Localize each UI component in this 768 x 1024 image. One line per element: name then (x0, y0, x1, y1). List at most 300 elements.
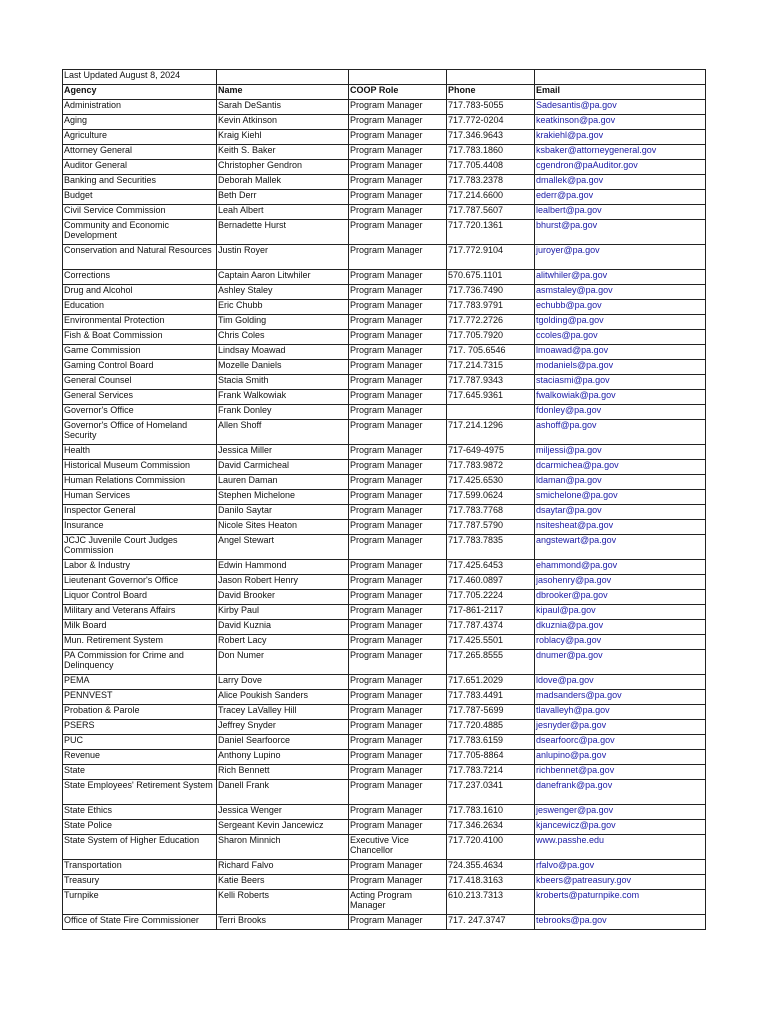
role-cell: Program Manager (349, 505, 447, 520)
email-cell[interactable]: bhurst@pa.gov (535, 220, 706, 245)
role-cell: Program Manager (349, 590, 447, 605)
phone-cell: 717.720.4885 (447, 720, 535, 735)
table-row (63, 750, 706, 765)
role-cell: Program Manager (349, 765, 447, 780)
phone-cell: 717-649-4975 (447, 445, 535, 460)
agency-cell: Drug and Alcohol (63, 285, 217, 300)
name-cell: Katie Beers (217, 875, 349, 890)
phone-cell: 717.783.2378 (447, 175, 535, 190)
phone-cell: 717.787.5790 (447, 520, 535, 535)
agency-cell: Banking and Securities (63, 175, 217, 190)
agency-cell: Mun. Retirement System (63, 635, 217, 650)
table-row (63, 575, 706, 590)
phone-cell: 717.645.9361 (447, 390, 535, 405)
table-row (63, 245, 706, 270)
phone-cell (447, 405, 535, 420)
role-cell: Program Manager (349, 330, 447, 345)
email-cell[interactable]: Sadesantis@pa.gov (535, 100, 706, 115)
name-cell: Rich Bennett (217, 765, 349, 780)
name-cell: Jessica Miller (217, 445, 349, 460)
name-cell: Tracey LaValley Hill (217, 705, 349, 720)
agency-cell: State Employees' Retirement System (63, 780, 217, 805)
name-cell: Alice Poukish Sanders (217, 690, 349, 705)
email-cell[interactable]: madsanders@pa.gov (535, 690, 706, 705)
name-cell: Beth Derr (217, 190, 349, 205)
email-cell[interactable]: krakiehl@pa.gov (535, 130, 706, 145)
phone-cell: 717.346.9643 (447, 130, 535, 145)
name-cell: Frank Walkowiak (217, 390, 349, 405)
header-phone: Phone (447, 85, 535, 100)
role-cell: Program Manager (349, 315, 447, 330)
email-cell[interactable]: www.passhe.edu (535, 835, 706, 860)
email-cell[interactable]: juroyer@pa.gov (535, 245, 706, 270)
agency-cell: PSERS (63, 720, 217, 735)
agency-cell: Administration (63, 100, 217, 115)
phone-cell: 717.783.1610 (447, 805, 535, 820)
role-cell: Program Manager (349, 460, 447, 475)
table-row (63, 765, 706, 780)
agency-cell: State System of Higher Education (63, 835, 217, 860)
email-cell[interactable]: keatkinson@pa.gov (535, 115, 706, 130)
table-row (63, 915, 706, 930)
agency-cell: Milk Board (63, 620, 217, 635)
email-cell[interactable]: jeswenger@pa.gov (535, 805, 706, 820)
name-cell: Kelli Roberts (217, 890, 349, 915)
email-cell[interactable]: ederr@pa.gov (535, 190, 706, 205)
name-cell: Daniel Searfoorce (217, 735, 349, 750)
email-cell[interactable]: rfalvo@pa.gov (535, 860, 706, 875)
table-row (63, 345, 706, 360)
agency-cell: Governor's Office of Homeland Security (63, 420, 217, 445)
agency-cell: PEMA (63, 675, 217, 690)
agency-cell: Human Services (63, 490, 217, 505)
phone-cell: 717.425.6453 (447, 560, 535, 575)
email-cell[interactable]: dbrooker@pa.gov (535, 590, 706, 605)
phone-cell: 717.783.9872 (447, 460, 535, 475)
table-row (63, 490, 706, 505)
role-cell: Program Manager (349, 145, 447, 160)
table-row (63, 535, 706, 560)
phone-cell: 717.783.9791 (447, 300, 535, 315)
email-cell[interactable]: asmstaley@pa.gov (535, 285, 706, 300)
role-cell: Program Manager (349, 270, 447, 285)
phone-cell: 717.787-5699 (447, 705, 535, 720)
name-cell: Bernadette Hurst (217, 220, 349, 245)
agency-cell: Insurance (63, 520, 217, 535)
name-cell: Edwin Hammond (217, 560, 349, 575)
agency-cell: Labor & Industry (63, 560, 217, 575)
role-cell: Program Manager (349, 675, 447, 690)
email-cell[interactable]: jesnyder@pa.gov (535, 720, 706, 735)
table-row (63, 190, 706, 205)
phone-cell: 717.346.2634 (447, 820, 535, 835)
phone-cell: 570.675.1101 (447, 270, 535, 285)
table-row (63, 875, 706, 890)
name-cell: Don Numer (217, 650, 349, 675)
name-cell: Sarah DeSantis (217, 100, 349, 115)
email-cell[interactable]: cgendron@paAuditor.gov (535, 160, 706, 175)
table-row (63, 860, 706, 875)
phone-cell: 717.705.4408 (447, 160, 535, 175)
email-cell[interactable]: nsitesheat@pa.gov (535, 520, 706, 535)
phone-cell: 717.214.7315 (447, 360, 535, 375)
email-cell[interactable]: richbennet@pa.gov (535, 765, 706, 780)
email-cell[interactable]: miljessi@pa.gov (535, 445, 706, 460)
agency-cell: Education (63, 300, 217, 315)
email-cell[interactable]: dkuznia@pa.gov (535, 620, 706, 635)
table-row (63, 560, 706, 575)
role-cell: Program Manager (349, 130, 447, 145)
name-cell: David Kuznia (217, 620, 349, 635)
email-cell[interactable]: kjancewicz@pa.gov (535, 820, 706, 835)
agency-cell: Corrections (63, 270, 217, 285)
email-cell[interactable]: anlupino@pa.gov (535, 750, 706, 765)
role-cell: Program Manager (349, 605, 447, 620)
name-cell: David Carmicheal (217, 460, 349, 475)
table-row (63, 520, 706, 535)
email-cell[interactable]: kipaul@pa.gov (535, 605, 706, 620)
email-cell[interactable]: ksbaker@attorneygeneral.gov (535, 145, 706, 160)
table-row (63, 145, 706, 160)
name-cell: Stephen Michelone (217, 490, 349, 505)
table-row (63, 835, 706, 860)
email-cell[interactable]: fwalkowiak@pa.gov (535, 390, 706, 405)
name-cell: Mozelle Daniels (217, 360, 349, 375)
table-row (63, 805, 706, 820)
table-row (63, 390, 706, 405)
agency-cell: Environmental Protection (63, 315, 217, 330)
agency-cell: PUC (63, 735, 217, 750)
name-cell: Justin Royer (217, 245, 349, 270)
agency-cell: Historical Museum Commission (63, 460, 217, 475)
email-cell[interactable]: kroberts@paturnpike.com (535, 890, 706, 915)
phone-cell: 717.705-8864 (447, 750, 535, 765)
phone-cell: 717.787.5607 (447, 205, 535, 220)
table-row (63, 735, 706, 750)
role-cell: Program Manager (349, 575, 447, 590)
name-cell: Sharon Minnich (217, 835, 349, 860)
name-cell: Eric Chubb (217, 300, 349, 315)
contacts-table (62, 69, 706, 930)
agency-cell: General Services (63, 390, 217, 405)
agency-cell: Conservation and Natural Resources (63, 245, 217, 270)
table-row (63, 285, 706, 300)
table-row (63, 720, 706, 735)
agency-cell: Probation & Parole (63, 705, 217, 720)
table-row (63, 420, 706, 445)
role-cell: Program Manager (349, 115, 447, 130)
phone-cell: 724.355.4634 (447, 860, 535, 875)
agency-cell: Gaming Control Board (63, 360, 217, 375)
table-row (63, 705, 706, 720)
role-cell: Program Manager (349, 875, 447, 890)
table-row (63, 205, 706, 220)
email-cell[interactable]: lealbert@pa.gov (535, 205, 706, 220)
role-cell: Program Manager (349, 245, 447, 270)
name-cell: Kevin Atkinson (217, 115, 349, 130)
phone-cell: 717.736.7490 (447, 285, 535, 300)
table-row (63, 220, 706, 245)
role-cell: Program Manager (349, 735, 447, 750)
phone-cell: 717.720.1361 (447, 220, 535, 245)
email-cell[interactable]: danefrank@pa.gov (535, 780, 706, 805)
role-cell: Program Manager (349, 490, 447, 505)
email-cell[interactable]: dsearfoorc@pa.gov (535, 735, 706, 750)
name-cell: Chris Coles (217, 330, 349, 345)
role-cell: Program Manager (349, 205, 447, 220)
agency-cell: Lieutenant Governor's Office (63, 575, 217, 590)
header-row (63, 85, 706, 100)
phone-cell: 717.787.4374 (447, 620, 535, 635)
email-cell[interactable]: fdonley@pa.gov (535, 405, 706, 420)
table-row (63, 690, 706, 705)
role-cell: Program Manager (349, 300, 447, 315)
email-cell[interactable]: ldaman@pa.gov (535, 475, 706, 490)
role-cell: Program Manager (349, 220, 447, 245)
agency-cell: Revenue (63, 750, 217, 765)
agency-cell: Aging (63, 115, 217, 130)
email-cell[interactable]: alitwhiler@pa.gov (535, 270, 706, 285)
name-cell: Jeffrey Snyder (217, 720, 349, 735)
phone-cell: 717.783.6159 (447, 735, 535, 750)
email-cell[interactable]: tebrooks@pa.gov (535, 915, 706, 930)
role-cell: Acting Program Manager (349, 890, 447, 915)
table-row (63, 820, 706, 835)
table-row (63, 405, 706, 420)
phone-cell: 717. 247.3747 (447, 915, 535, 930)
agency-cell: Health (63, 445, 217, 460)
agency-cell: State Police (63, 820, 217, 835)
email-cell[interactable]: dmallek@pa.gov (535, 175, 706, 190)
name-cell: Kraig Kiehl (217, 130, 349, 145)
phone-cell: 717.651.2029 (447, 675, 535, 690)
role-cell: Executive Vice Chancellor (349, 835, 447, 860)
email-cell[interactable]: kbeers@patreasury.gov (535, 875, 706, 890)
last-updated-text: Last Updated August 8, 2024 (63, 70, 217, 85)
name-cell: Anthony Lupino (217, 750, 349, 765)
phone-cell: 717.783.1860 (447, 145, 535, 160)
role-cell: Program Manager (349, 915, 447, 930)
header-agency: Agency (63, 85, 217, 100)
table-row (63, 130, 706, 145)
email-cell[interactable]: echubb@pa.gov (535, 300, 706, 315)
role-cell: Program Manager (349, 635, 447, 650)
name-cell: Captain Aaron Litwhiler (217, 270, 349, 285)
name-cell: Jason Robert Henry (217, 575, 349, 590)
phone-cell: 717.705.2224 (447, 590, 535, 605)
role-cell: Program Manager (349, 820, 447, 835)
table-row (63, 330, 706, 345)
agency-cell: PA Commission for Crime and Delinquency (63, 650, 217, 675)
table-row (63, 315, 706, 330)
agency-cell: Human Relations Commission (63, 475, 217, 490)
phone-cell: 717.783.7214 (447, 765, 535, 780)
agency-cell: State Ethics (63, 805, 217, 820)
name-cell: Larry Dove (217, 675, 349, 690)
phone-cell: 717.783.7835 (447, 535, 535, 560)
role-cell: Program Manager (349, 345, 447, 360)
phone-cell: 717.772-0204 (447, 115, 535, 130)
email-cell[interactable]: ashoff@pa.gov (535, 420, 706, 445)
agency-cell: Transportation (63, 860, 217, 875)
last-updated-row (63, 70, 706, 85)
phone-cell: 717. 705.6546 (447, 345, 535, 360)
table-row (63, 590, 706, 605)
role-cell: Program Manager (349, 375, 447, 390)
name-cell: Stacia Smith (217, 375, 349, 390)
name-cell: Frank Donley (217, 405, 349, 420)
role-cell: Program Manager (349, 360, 447, 375)
role-cell: Program Manager (349, 805, 447, 820)
email-cell[interactable]: lmoawad@pa.gov (535, 345, 706, 360)
agency-cell: Auditor General (63, 160, 217, 175)
role-cell: Program Manager (349, 535, 447, 560)
header-name: Name (217, 85, 349, 100)
agency-cell: State (63, 765, 217, 780)
phone-cell: 717.772.2726 (447, 315, 535, 330)
role-cell: Program Manager (349, 285, 447, 300)
role-cell: Program Manager (349, 705, 447, 720)
agency-cell: Budget (63, 190, 217, 205)
name-cell: Robert Lacy (217, 635, 349, 650)
agency-cell: Turnpike (63, 890, 217, 915)
table-row (63, 160, 706, 175)
phone-cell: 717.720.4100 (447, 835, 535, 860)
phone-cell: 717.705.7920 (447, 330, 535, 345)
role-cell: Program Manager (349, 720, 447, 735)
phone-cell: 717.214.1296 (447, 420, 535, 445)
email-cell[interactable]: jasohenry@pa.gov (535, 575, 706, 590)
email-cell[interactable]: tgolding@pa.gov (535, 315, 706, 330)
agency-cell: Liquor Control Board (63, 590, 217, 605)
role-cell: Program Manager (349, 445, 447, 460)
role-cell: Program Manager (349, 420, 447, 445)
email-cell[interactable]: modaniels@pa.gov (535, 360, 706, 375)
name-cell: Leah Albert (217, 205, 349, 220)
email-cell[interactable]: dnumer@pa.gov (535, 650, 706, 675)
phone-cell: 610.213.7313 (447, 890, 535, 915)
agency-cell: PENNVEST (63, 690, 217, 705)
name-cell: Lauren Daman (217, 475, 349, 490)
agency-cell: Military and Veterans Affairs (63, 605, 217, 620)
email-cell[interactable]: dsaytar@pa.gov (535, 505, 706, 520)
table-row (63, 175, 706, 190)
role-cell: Program Manager (349, 780, 447, 805)
table-row (63, 270, 706, 285)
name-cell: Danell Frank (217, 780, 349, 805)
role-cell: Program Manager (349, 475, 447, 490)
role-cell: Program Manager (349, 690, 447, 705)
name-cell: Keith S. Baker (217, 145, 349, 160)
role-cell: Program Manager (349, 390, 447, 405)
email-cell[interactable]: roblacy@pa.gov (535, 635, 706, 650)
phone-cell: 717.418.3163 (447, 875, 535, 890)
role-cell: Program Manager (349, 100, 447, 115)
phone-cell: 717.787.9343 (447, 375, 535, 390)
role-cell: Program Manager (349, 190, 447, 205)
table-row (63, 300, 706, 315)
agency-cell: Inspector General (63, 505, 217, 520)
agency-cell: Community and Economic Development (63, 220, 217, 245)
email-cell[interactable]: tlavalleyh@pa.gov (535, 705, 706, 720)
table-row (63, 650, 706, 675)
phone-cell: 717-861-2117 (447, 605, 535, 620)
name-cell: Angel Stewart (217, 535, 349, 560)
agency-cell: Game Commission (63, 345, 217, 360)
agency-cell: Office of State Fire Commissioner (63, 915, 217, 930)
phone-cell: 717.783-5055 (447, 100, 535, 115)
phone-cell: 717.783.4491 (447, 690, 535, 705)
header-email: Email (535, 85, 706, 100)
name-cell: Christopher Gendron (217, 160, 349, 175)
email-cell[interactable]: angstewart@pa.gov (535, 535, 706, 560)
email-cell[interactable]: staciasmi@pa.gov (535, 375, 706, 390)
table-row (63, 460, 706, 475)
email-cell[interactable]: ldove@pa.gov (535, 675, 706, 690)
table-row (63, 675, 706, 690)
phone-cell: 717.772.9104 (447, 245, 535, 270)
name-cell: Terri Brooks (217, 915, 349, 930)
agency-cell: Agriculture (63, 130, 217, 145)
table-row (63, 100, 706, 115)
table-row (63, 780, 706, 805)
table-row (63, 115, 706, 130)
table-row (63, 620, 706, 635)
table-row (63, 635, 706, 650)
table-row (63, 605, 706, 620)
phone-cell: 717.425.6530 (447, 475, 535, 490)
name-cell: Danilo Saytar (217, 505, 349, 520)
agency-cell: General Counsel (63, 375, 217, 390)
table-row (63, 505, 706, 520)
agency-cell: Attorney General (63, 145, 217, 160)
agency-cell: Governor's Office (63, 405, 217, 420)
phone-cell: 717.783.7768 (447, 505, 535, 520)
role-cell: Program Manager (349, 750, 447, 765)
name-cell: Jessica Wenger (217, 805, 349, 820)
table-row (63, 475, 706, 490)
phone-cell: 717.265.8555 (447, 650, 535, 675)
agency-cell: Fish & Boat Commission (63, 330, 217, 345)
role-cell: Program Manager (349, 405, 447, 420)
role-cell: Program Manager (349, 860, 447, 875)
name-cell: David Brooker (217, 590, 349, 605)
name-cell: Nicole Sites Heaton (217, 520, 349, 535)
agency-cell: JCJC Juvenile Court Judges Commission (63, 535, 217, 560)
table-row (63, 375, 706, 390)
name-cell: Deborah Mallek (217, 175, 349, 190)
table-row (63, 360, 706, 375)
email-cell[interactable]: ehammond@pa.gov (535, 560, 706, 575)
agency-cell: Civil Service Commission (63, 205, 217, 220)
phone-cell: 717.599.0624 (447, 490, 535, 505)
name-cell: Richard Falvo (217, 860, 349, 875)
table-row (63, 445, 706, 460)
role-cell: Program Manager (349, 520, 447, 535)
phone-cell: 717.237.0341 (447, 780, 535, 805)
email-cell[interactable]: dcarmichea@pa.gov (535, 460, 706, 475)
agency-cell: Treasury (63, 875, 217, 890)
email-cell[interactable]: ccoles@pa.gov (535, 330, 706, 345)
phone-cell: 717.425.5501 (447, 635, 535, 650)
email-cell[interactable]: smichelone@pa.gov (535, 490, 706, 505)
role-cell: Program Manager (349, 560, 447, 575)
name-cell: Sergeant Kevin Jancewicz (217, 820, 349, 835)
name-cell: Lindsay Moawad (217, 345, 349, 360)
role-cell: Program Manager (349, 160, 447, 175)
name-cell: Allen Shoff (217, 420, 349, 445)
role-cell: Program Manager (349, 650, 447, 675)
